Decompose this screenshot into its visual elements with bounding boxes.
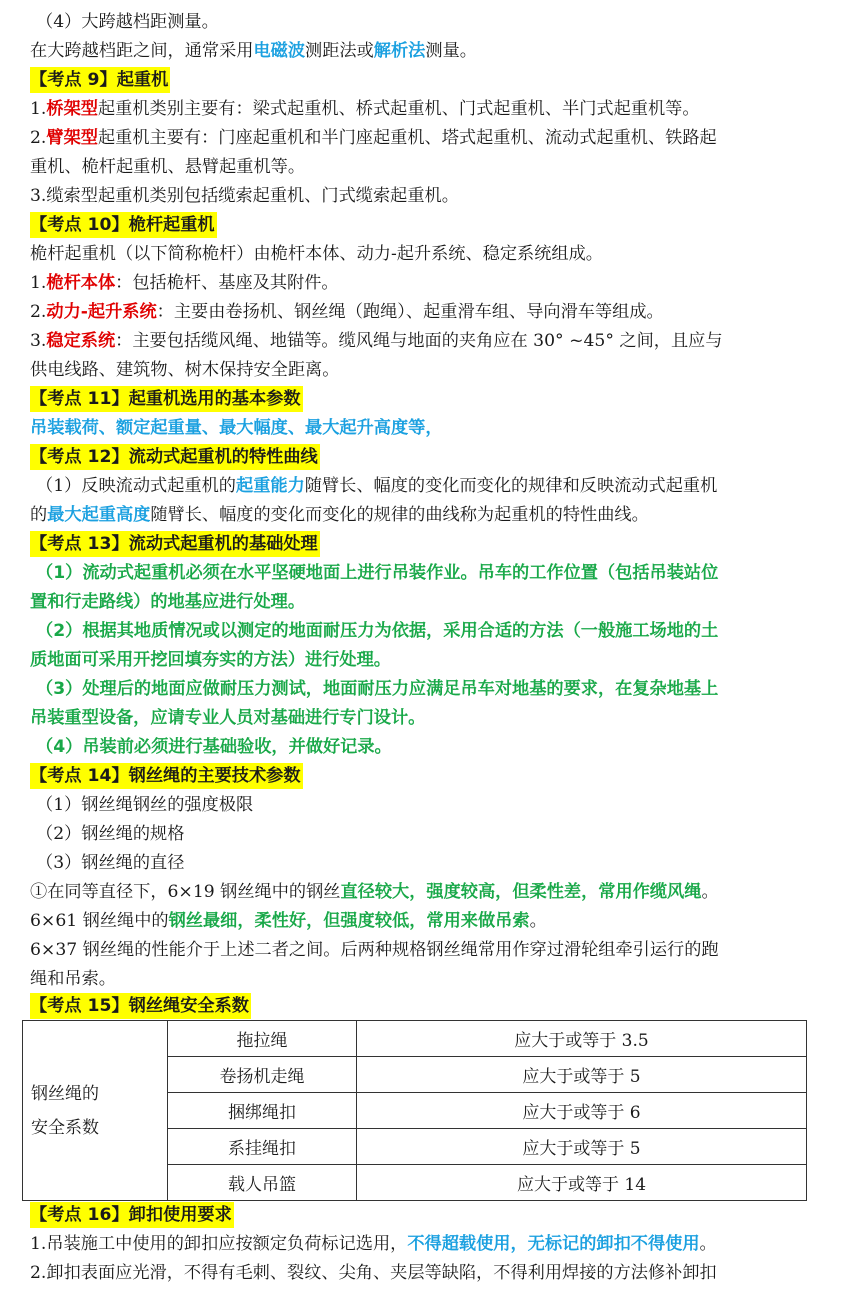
heading-k11: 【考点 11】起重机选用的基本参数 [30, 386, 303, 412]
long-span-text: 在大跨越档距之间，通常采用电磁波测距法或解析法测量。 [30, 41, 477, 61]
heading-k16: 【考点 16】卸扣使用要求 [30, 1202, 234, 1228]
value-cell: 应大于或等于 6 [357, 1093, 807, 1129]
k13-line-3b: 吊装重型设备，应请专业人员对基础进行专门设计。 [30, 708, 426, 728]
k10-line-1: 1.桅杆本体：包括桅杆、基座及其附件。 [30, 273, 339, 293]
k13-line-1a: （1）流动式起重机必须在水平坚硬地面上进行吊装作业。吊车的工作位置（包括吊装站位 [36, 563, 719, 583]
table-row [23, 1021, 807, 1057]
item-cell: 载人吊篮 [168, 1165, 357, 1201]
k10-line-2: 2.动力-起升系统：主要由卷扬机、钢丝绳（跑绳）、起重滑车组、导向滑车等组成。 [30, 302, 664, 322]
highlight-analytic: 解析法 [373, 41, 426, 61]
heading-k10: 【考点 10】桅杆起重机 [30, 212, 217, 238]
value-cell: 应大于或等于 5 [357, 1129, 807, 1165]
k13-line-1b: 置和行走路线）的地基应进行处理。 [30, 592, 306, 612]
k9-line-2: 2.臂架型起重机主要有：门座起重机和半门座起重机、塔式起重机、流动式起重机、铁路起 [30, 128, 717, 148]
heading-k12: 【考点 12】流动式起重机的特性曲线 [30, 444, 320, 470]
k14-item-2: （2）钢丝绳的规格 [36, 824, 185, 844]
k13-line-2a: （2）根据其地质情况或以测定的地面耐压力为依据，采用合适的方法（一般施工场地的土 [36, 621, 719, 641]
k10-line-3: 3.稳定系统：主要包括缆风绳、地锚等。缆风绳与地面的夹角应在 30° ~45° 之间，且应与 [30, 331, 723, 351]
k9-line-3: 3.缆索型起重机类别包括缆索起重机、门式缆索起重机。 [30, 186, 459, 206]
value-cell: 应大于或等于 5 [357, 1057, 807, 1093]
heading-k9: 【考点 9】起重机 [30, 67, 170, 93]
k14-item-3: （3）钢丝绳的直径 [36, 853, 185, 873]
value-cell: 应大于或等于 14 [357, 1165, 807, 1201]
k12-line-1: （1）反映流动式起重机的起重能力随臂长、幅度的变化而变化的规律和反映流动式起重机 [36, 476, 718, 496]
k13-line-4: （4）吊装前必须进行基础验收，并做好记录。 [36, 737, 392, 757]
item-cell: 卷扬机走绳 [168, 1057, 357, 1093]
k10-line-3-cont: 供电线路、建筑物、树木保持安全距离。 [30, 360, 340, 380]
item-cell: 拖拉绳 [168, 1021, 357, 1057]
highlight-em-wave: 电磁波 [253, 41, 306, 61]
k11-line: 吊装载荷、额定起重量、最大幅度、最大起升高度等， [30, 418, 443, 438]
long-span-title: （4）大跨越档距测量。 [36, 12, 219, 32]
k13-line-3a: （3）处理后的地面应做耐压力测试，地面耐压力应满足吊车对地基的要求，在复杂地基上 [36, 679, 719, 699]
row-head-cell: 钢丝绳的 安全系数 [23, 1021, 168, 1201]
item-cell: 系挂绳扣 [168, 1129, 357, 1165]
k14-sub-1: ①在同等直径下，6×19 钢丝绳中的钢丝直径较大，强度较高，但柔性差，常用作缆风绳。 [30, 882, 719, 902]
k13-line-2b: 质地面可采用开挖回填夯实的方法）进行处理。 [30, 650, 391, 670]
k14-sub-3b: 绳和吊索。 [30, 969, 116, 989]
k9-line-1: 1.桥架型起重机类别主要有：梁式起重机、桥式起重机、门式起重机、半门式起重机等。 [30, 99, 700, 119]
k14-item-1: （1）钢丝绳钢丝的强度极限 [36, 795, 254, 815]
safety-factor-table [22, 1020, 807, 1201]
heading-k13: 【考点 13】流动式起重机的基础处理 [30, 531, 320, 557]
k10-intro: 桅杆起重机（以下简称桅杆）由桅杆本体、动力-起升系统、稳定系统组成。 [30, 244, 603, 264]
k12-line-2: 的最大起重高度随臂长、幅度的变化而变化的规律的曲线称为起重机的特性曲线。 [30, 505, 649, 525]
value-cell: 应大于或等于 3.5 [357, 1021, 807, 1057]
item-cell: 捆绑绳扣 [168, 1093, 357, 1129]
k16-line-2: 2.卸扣表面应光滑，不得有毛刺、裂纹、尖角、夹层等缺陷，不得利用焊接的方法修补卸扣 [30, 1263, 717, 1283]
k14-sub-3a: 6×37 钢丝绳的性能介于上述二者之间。后两种规格钢丝绳常用作穿过滑轮组牵引运行的跑 [30, 940, 719, 960]
k16-line-1: 1.吊装施工中使用的卸扣应按额定负荷标记选用，不得超载使用，无标记的卸扣不得使用。 [30, 1234, 717, 1254]
k9-line-2-cont: 重机、桅杆起重机、悬臂起重机等。 [30, 157, 306, 177]
heading-k14: 【考点 14】钢丝绳的主要技术参数 [30, 763, 303, 789]
heading-k15: 【考点 15】钢丝绳安全系数 [30, 993, 251, 1019]
k14-sub-2: 6×61 钢丝绳中的钢丝最细，柔性好，但强度较低，常用来做吊索。 [30, 911, 547, 931]
